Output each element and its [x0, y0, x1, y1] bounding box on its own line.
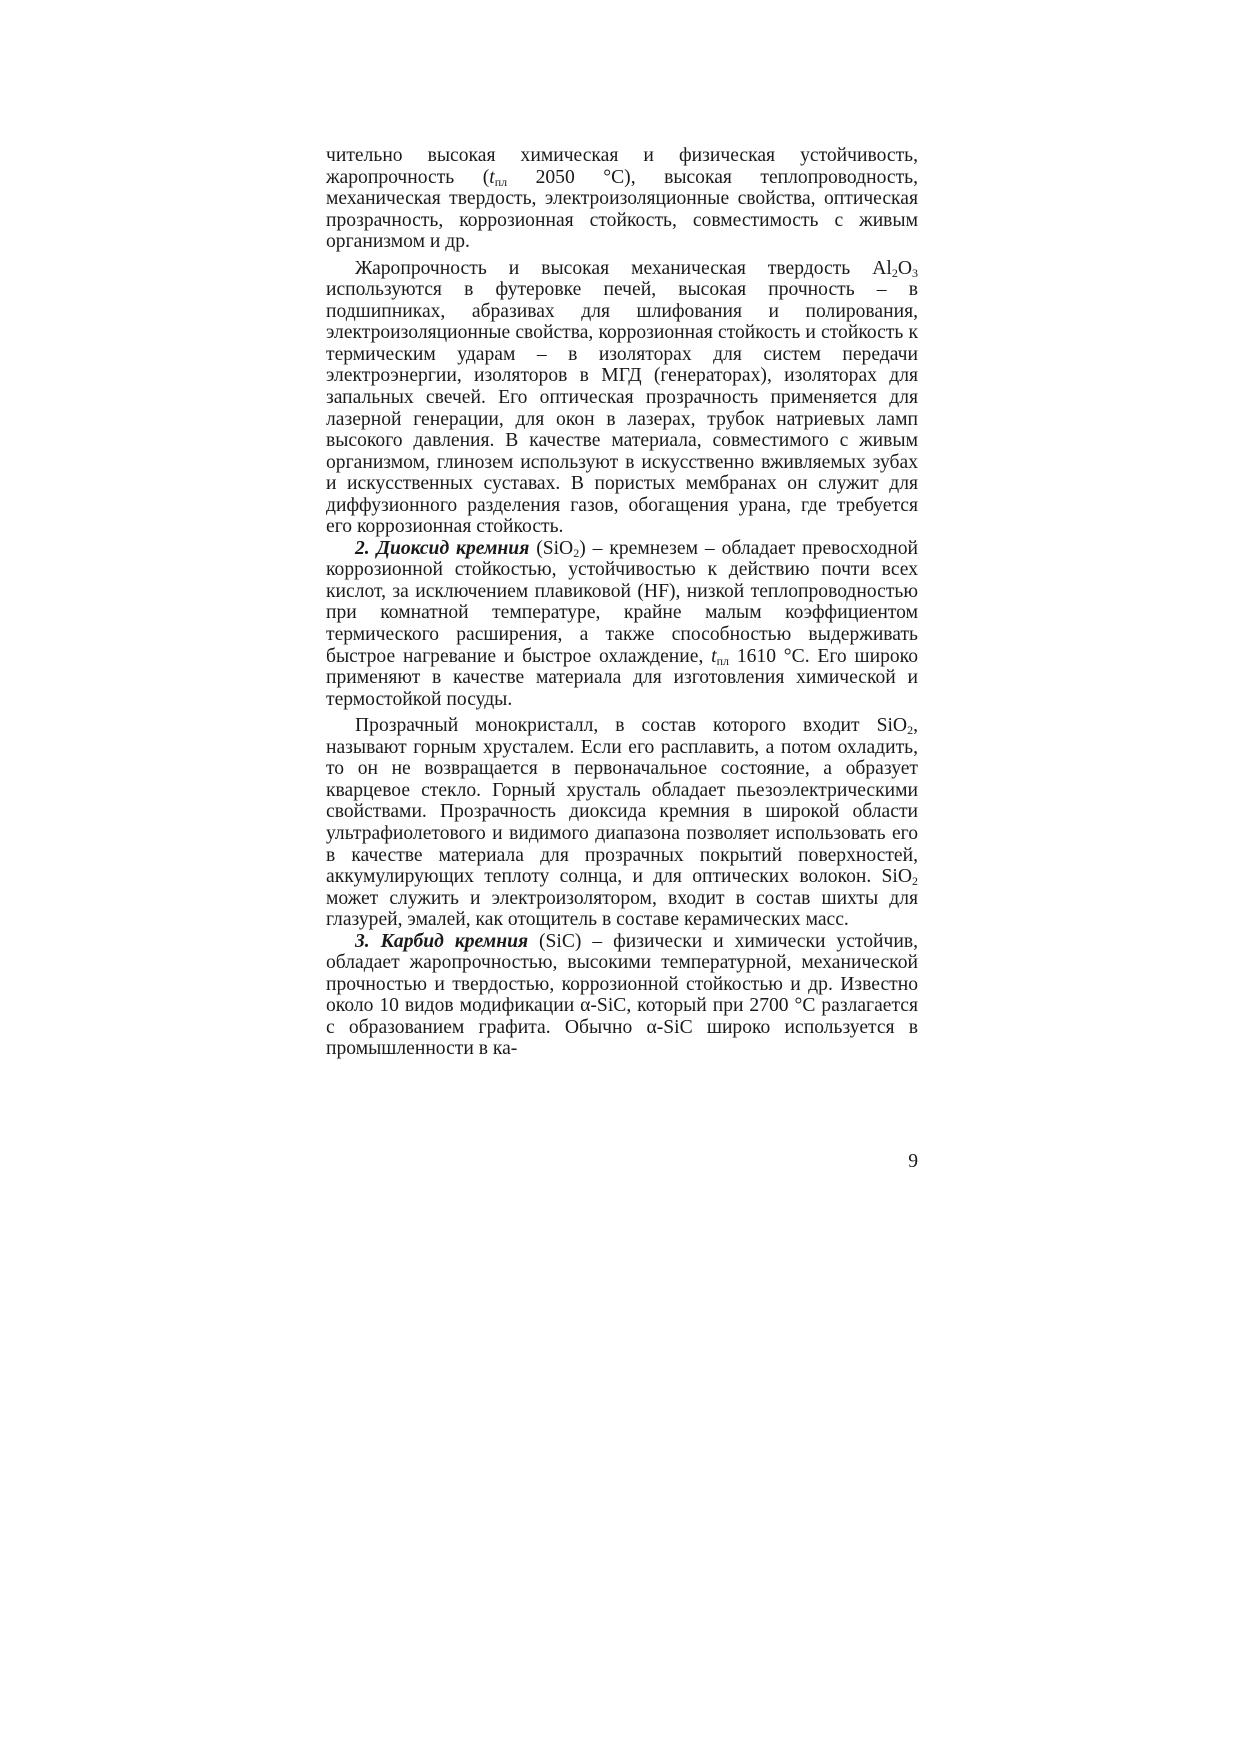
temperature-symbol: t: [711, 645, 717, 667]
text-run: используются в футеровке печей, высокая прочность – в подшипниках, абразивах для шлифования и полирования, электроизоляционные свойства, коррозионная стойкость и стойкость к термическим ударам – в изоляторах для систем передачи электроэнергии, изоляторов в МГД (генераторах), изоляторах для запальных свечей. Его оптическая прозрачность применяется для лазерной генерации, для окон в лазерах, трубок натриевых ламп высокого давления. В качестве материала, совместимого с живым организмом, глинозем используют в искусственно вживляемых зубах и искусственных суставах. В пористых мембранах он служит для диффузионного разделения газов, обогащения урана, где требуется его коррозионная стойкость.: [326, 279, 918, 538]
paragraph-silicon-dioxide: [326, 538, 918, 710]
section-heading: 3. Карбид кремния: [355, 930, 529, 952]
formula-subscript: 2: [912, 874, 918, 889]
melting-subscript: пл: [494, 174, 508, 189]
formula-subscript: 3: [912, 265, 918, 280]
page-body: [326, 145, 918, 1060]
formula-subscript: 2: [891, 265, 898, 280]
text-run: 1610 °C. Его широко применяют в качестве материала для изготовления химической и термостойкой посуды.: [326, 645, 918, 710]
page-number: 9: [908, 1151, 918, 1172]
formula-subscript: 2: [907, 723, 914, 738]
formula-close: ): [579, 537, 586, 559]
paragraph-alumina-applications: [326, 258, 918, 538]
text-run: может служить и электроизолятором, входит в состав шихты для глазурей, эмалей, как отощитель в составе керамических масс.: [326, 887, 918, 931]
text-run: – кремнезем – обладает превосходной коррозионной стойкостью, устойчивостью к действию почти всех кислот, за исключением плавиковой (HF), низкой теплопроводностью при комнатной температуре, крайне малым коэффициентом термического расширения, а также способностью выдерживать быстрое нагревание и быстрое охлаждение,: [326, 537, 919, 667]
text-run: , называют горным хрусталем. Если его расплавить, а потом охладить, то он не возвращается в первоначальное состояние, а образует кварцевое стекло. Горный хрусталь обладает пьезоэлектрическими свойствами. Прозрачность диоксида кремния в широкой области ультрафиолетового и видимого диапазона позволяет использовать его в качестве материала для прозрачных покрытий поверхностей, аккумулирующих теплоту солнца, и для оптических волокон. SiO: [326, 715, 918, 888]
text-run: (SiC) – физически и химически устойчив, обладает жаропрочностью, высокими температурной, механической прочностью и твердостью, коррозионной стойкостью и др. Известно около 10 видов модификации α-SiC, который при 2700 °C разлагается с образованием графита. Обычно α-SiC широко используется в промышленности в ка-: [326, 930, 918, 1060]
formula-element: O: [897, 257, 912, 279]
text-run: чительно высокая химическая и физическая устойчивость, жаропрочность (: [326, 145, 918, 188]
text-run: 2050 °C), высокая теплопроводность, механическая твердость, электроизоляционные свойства, оптическая прозрачность, коррозионная стойкость, совместимость с живым организмом и др.: [326, 166, 918, 253]
paragraph-silicon-carbide: [326, 931, 918, 1060]
text-run: Жаропрочность и высокая механическая твердость Al: [355, 257, 892, 279]
paragraph-alumina-properties: [326, 145, 918, 253]
temperature-symbol: t: [489, 166, 495, 188]
melting-subscript: пл: [716, 653, 730, 668]
text-run: Прозрачный монокристалл, в состав которого входит SiO: [355, 715, 908, 737]
paragraph-rock-crystal: [326, 715, 918, 930]
formula-subscript: 2: [573, 545, 580, 560]
section-heading: 2. Диоксид кремния: [355, 537, 530, 559]
formula: (SiO: [529, 537, 574, 559]
